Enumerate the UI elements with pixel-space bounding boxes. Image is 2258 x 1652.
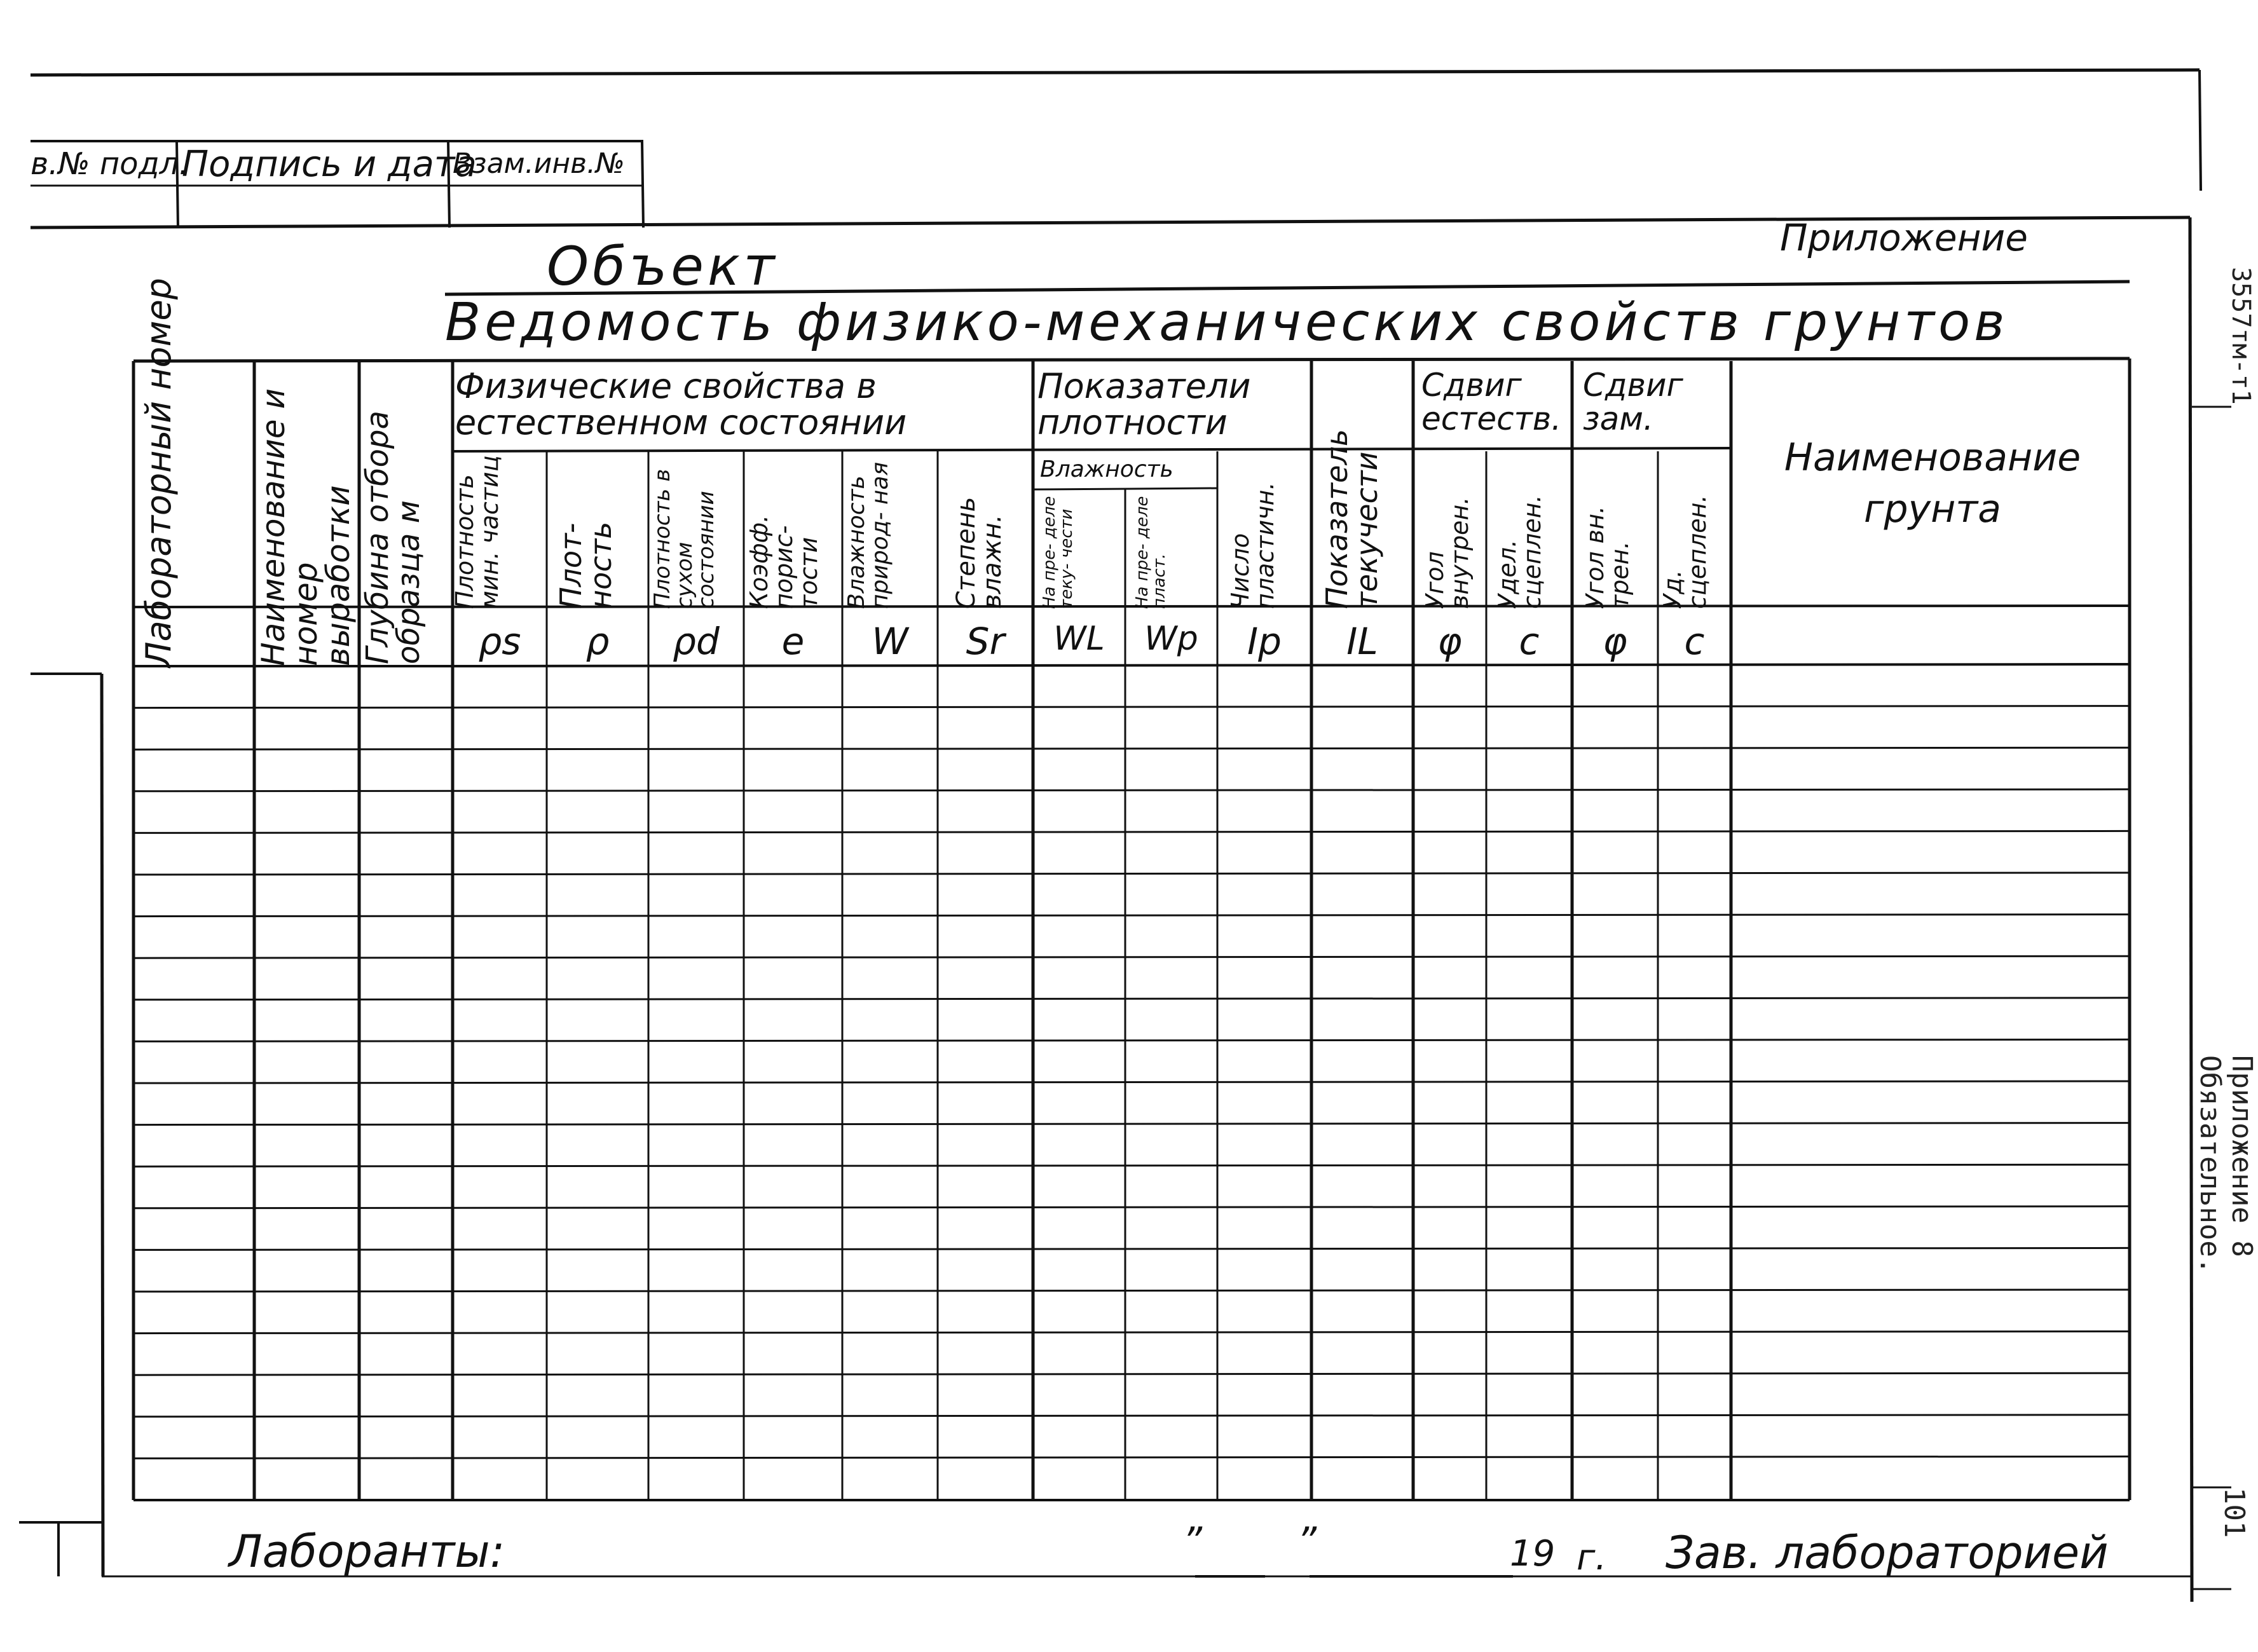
data-row-rule [133,1290,2130,1292]
data-row-rule [133,956,2130,958]
header-col-cohesion-nat: Удел. сцеплен. [1493,495,1546,609]
header-group-physical: Физические свойства в естественном состоянии [455,366,907,442]
header-col-friction-nat: Угол внутрен. [1421,496,1474,609]
symbol-cell: WL [1053,620,1105,658]
data-row-rule [133,1456,2130,1458]
header-lab-no: Лабораторный номер [139,278,179,667]
header-col-porosity: Коэфф. порис- тости [745,514,823,609]
data-row-rule [133,998,2130,1000]
footer-head-of-lab: Зав. лабораторией [1666,1527,2109,1579]
symbol-cell: Sr [966,620,1005,663]
footer-quote-open: ” [1182,1519,1203,1564]
header-col-saturation: Степень влажн. [952,496,1007,609]
symbol-cell: c [1684,620,1705,663]
data-row-rule [133,1123,2130,1125]
data-row-rule [133,1415,2130,1417]
header-depth: Глубина отбора образца м [360,411,427,664]
data-row-rule [133,831,2130,833]
symbol-cell: φ [1603,620,1627,663]
data-row-rule [133,1373,2130,1375]
header-col-moisture-natural: Влажность природ- ная [844,461,893,609]
table-top-rule [133,358,2130,361]
header-group-shear-nat: Сдвиг естеств. [1421,367,1562,437]
object-label: Объект [547,235,779,297]
moisture-subgroup-rule [1033,488,1217,489]
group-header-rule [453,448,1731,451]
symbol-cell: Ip [1247,620,1282,663]
header-col-liquidity-index: Показатель текучести [1320,429,1384,609]
data-row-rule [133,873,2130,875]
data-row-rule [133,789,2130,791]
stamp-inv-no: в.№ подл. [31,146,189,182]
footer-year-suffix: г. [1577,1537,1607,1578]
side-mandatory: Обязательное. [2194,1055,2226,1274]
side-appendix-ref: Приложение 8 [2226,1055,2258,1257]
data-row-rule [133,1206,2130,1208]
data-row-rule [133,747,2130,749]
symbol-cell: ρ [585,620,610,663]
header-col-cohesion-sat: Уд. сцеплен. [1659,495,1711,609]
footer-year: 19 [1510,1533,1556,1574]
header-col-friction-sat: Угол вн. трен. [1581,505,1634,609]
symbol-row-rule [453,664,2130,666]
header-working: Наименование и номер выработки [255,388,357,666]
page-mark: 101 [2218,1487,2250,1538]
data-row-rule [133,1332,2130,1334]
stamp-replace-inv: Взам.инв.№ [453,147,625,180]
footer-month-line [1310,1575,1513,1578]
data-row-rule [133,1248,2130,1250]
header-bottom-rule [133,606,2130,607]
data-row-rule [133,1039,2130,1041]
symbol-cell: Wp [1144,620,1198,658]
header-group-shear-sat: Сдвиг зам. [1583,367,1683,437]
symbol-cell: c [1519,620,1540,663]
symbol-cell: e [781,620,805,663]
stamp-sign-date: Подпись и дата [182,144,477,185]
page-title: Ведомость физико-механических свойств грунтов [445,292,2009,353]
data-row-rule [133,915,2130,917]
header-subgroup-moisture: Влажность [1040,456,1173,482]
header-col-plastic-limit: На пре- деле пласт. [1133,496,1169,609]
data-row-rule [133,1164,2130,1166]
symbol-cell: ρd [673,620,720,663]
header-soil-name: Наименование грунта [1784,435,2081,531]
data-row-rule [133,1081,2130,1083]
doc-code: 3557тм-т1 [2226,267,2255,405]
header-group-density: Показатели плотности [1037,366,1251,442]
header-col-plasticity-number: Число пластичн. [1226,482,1279,609]
symbol-cell: φ [1437,620,1462,663]
data-row-rule [133,706,2130,708]
header-col-particle-density: Плотность мин. частиц [451,455,503,609]
footer-lab-staff: Лаборанты: [229,1526,505,1578]
footer-quote-close: ” [1297,1519,1317,1564]
symbol-cell: IL [1346,620,1378,663]
header-col-dry-density: Плотность в сухом состоянии [650,468,720,609]
symbol-cell: ρs [478,620,521,663]
header-col-liquid-limit: На пре- деле теку- чести [1040,496,1076,609]
footer-day-line [1195,1575,1265,1578]
symbol-cell: W [872,620,908,663]
header-col-density: Плот- ность [554,521,618,609]
appendix-label: Приложение [1780,216,2028,259]
